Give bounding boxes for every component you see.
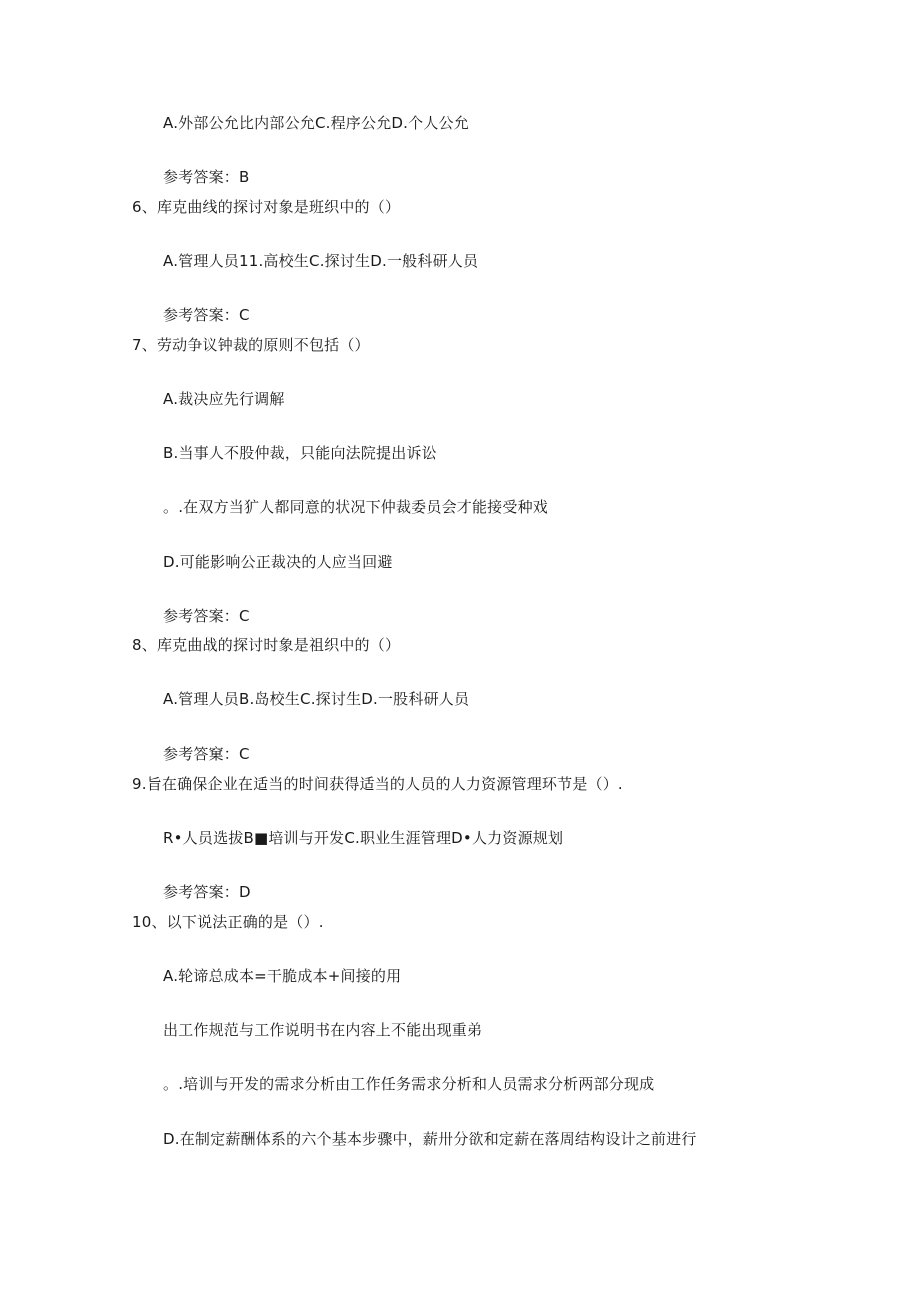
option-line: 。.培训与开发的需求分析由工作任务需求分析和人员需求分析两部分现成: [163, 1075, 655, 1093]
option-line: R•人员选拔B■培训与开发C.职业生涯管理D•人力资源规划: [163, 829, 564, 847]
option-line: A.外部公允比内部公允C.程序公允D.个人公允: [163, 114, 469, 132]
option-line: D.可能影响公正裁决的人应当回避: [163, 553, 393, 571]
answer-line: 参考答案：D: [163, 883, 251, 901]
question-line: 8、库克曲战的探讨时象是祖织中的（）: [132, 636, 401, 654]
option-line: D.在制定薪酬体系的六个基本步骤中，薪卅分欲和定薪在落周结构设计之前进行: [163, 1130, 697, 1148]
question-line: 9.旨在确保企业在适当的时间获得适当的人员的人力资源管理环节是（）.: [132, 775, 623, 793]
option-line: A.管理人员B.岛校生C.探讨生D.一股科研人员: [163, 690, 470, 708]
answer-line: 参考答案：C: [163, 306, 250, 324]
option-line: B.当事人不股仲裁，只能向法院提出诉讼: [163, 444, 437, 462]
answer-line: 参考答案：B: [163, 168, 250, 186]
answer-line: 参考答案：C: [163, 607, 250, 625]
question-line: 6、库克曲线的探讨对象是班织中的（）: [132, 198, 401, 216]
option-line: 。.在双方当犷人都同意的状况下仲裁委员会才能接受种戏: [163, 498, 548, 516]
option-line: A.管理人员11.高校生C.探讨生D.一般科研人员: [163, 252, 479, 270]
option-line: 出工作规范与工作说明书在内容上不能出现重弟: [163, 1021, 483, 1039]
option-line: A.轮谛总成本=干脆成本+间接的用: [163, 967, 402, 985]
question-line: 7、劳动争议钟裁的原则不包括（）: [132, 336, 370, 354]
answer-line: 参考答窠：C: [163, 745, 250, 763]
question-line: 10、以下说法正确的是（）.: [132, 913, 324, 931]
option-line: A.裁决应先行调解: [163, 390, 285, 408]
